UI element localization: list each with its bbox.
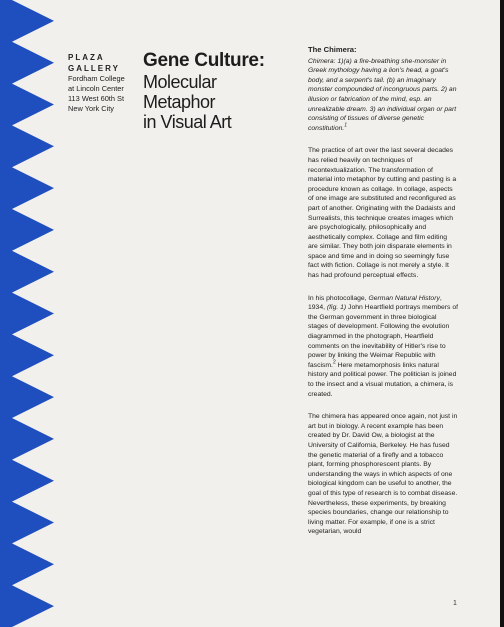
page-title bbox=[143, 50, 293, 132]
gallery-name-line1: PLAZA bbox=[68, 53, 105, 62]
figure-ref: (fig. 1) bbox=[326, 304, 347, 312]
title-sub-line2: in Visual Art bbox=[143, 112, 232, 132]
gallery-name-line2: GALLERY bbox=[68, 63, 120, 73]
gallery-address-block bbox=[68, 53, 148, 114]
page-number: 1 bbox=[453, 600, 457, 607]
gallery-address-line: 113 West 60th St bbox=[68, 94, 125, 103]
title-sub-line1: Molecular Metaphor bbox=[143, 72, 217, 112]
paragraph-biology: The chimera has appeared once again, not just in art but in biology. A recent example has been created by Dr. David Ow, a biologist at the University of California, Berkeley. He has fused the genetic material of a firefly and a tobacco plant, forming phosphorescent plants. By understanding the ways in which aspects of one biological kingdom can be useful to another, the goal of this type of research is to combat disease. Nevertheless, these experiments, by breaking species boundaries, change our relationship to living matter. For example, if one is a strict vegetarian, would bbox=[308, 413, 458, 536]
paragraph-heartfield: In his photocollage, German Natural History, 1934, (fig. 1) John Heartfield portrays members of the German government in three biological stages of development. Following the evolution diagrammed in the photograph, Heartfield comments on the inevitability of Hitler's rise to power by linking the Weimar Republic with fascism.$^2$ Here metamorphosis links natural history and political power. The politician is joined to the insect and a visual mutation, a chimera, is created. bbox=[308, 294, 458, 398]
gallery-address-line: New York City bbox=[68, 104, 115, 113]
scan-edge bbox=[500, 0, 504, 627]
zigzag-border-decoration bbox=[0, 0, 60, 627]
chimera-heading: The Chimera: bbox=[308, 45, 357, 54]
body-text-column bbox=[308, 45, 458, 550]
title-main: Gene Culture: bbox=[143, 50, 265, 71]
footnote-ref: 2 bbox=[332, 359, 336, 366]
gallery-address-line: at Lincoln Center bbox=[68, 84, 124, 93]
chimera-definition: Chimera: 1)(a) a fire-breathing she-monster in Greek mythology having a lion's head, a goat's body, and a serpent's tail. (b) an imaginary monster compounded of incongruous parts. 2) an illusion or fabrication of the mind, esp. an unrealizable dream. 3) an individual organ or part consisting of tissues of diverse genetic constitution.$^1$ bbox=[308, 57, 457, 132]
artwork-title: German Natural History bbox=[368, 294, 440, 302]
paragraph-collage: The practice of art over the last several decades has relied heavily on techniques of recontextualization. The transformation of material into metaphor by cutting and pasting is a procedure known as collage. In collage, aspects of one image are substituted and reconfigured as part of another. Originating with the Dadaists and Surrealists, this technique creates images which are psychologically, philosophically and aesthetically complex. Collage and film editing are similar. They both join disparate elements in space and time and in doing so seemingly fuse fact with fiction. Collage is not merely a style. It has had profound perceptual effects. bbox=[308, 147, 457, 280]
footnote-ref: 1 bbox=[344, 122, 348, 129]
gallery-address-line: Fordham College bbox=[68, 74, 125, 83]
